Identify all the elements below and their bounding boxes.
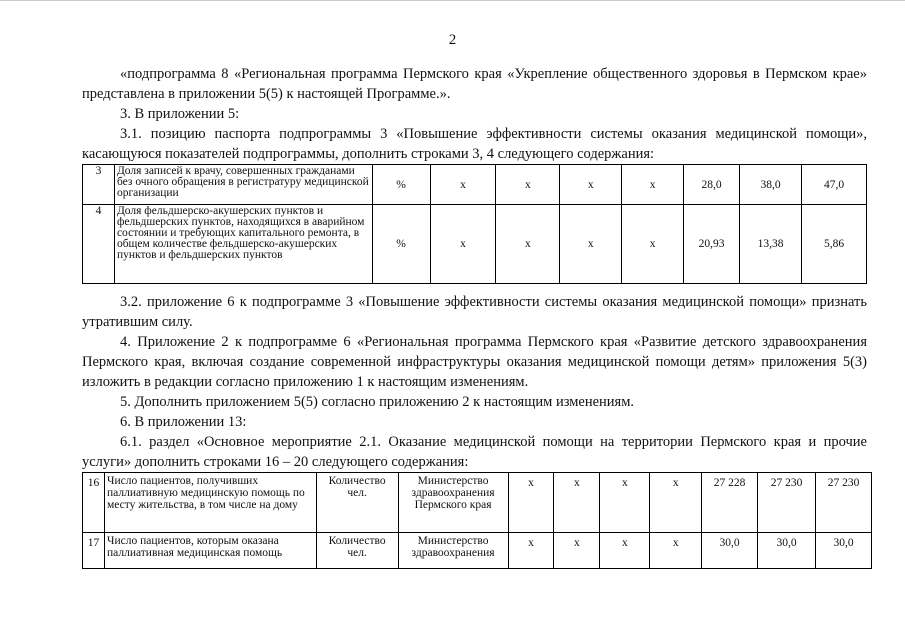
paragraph-4: 4. Приложение 2 к подпрограмме 6 «Региональная программа Пермского края «Развитие детского здравоохранения Пермского края, включая создание современной инфраструктуры оказания медицинской помощи детям» приложения 5(3) изложить в редакции согласно приложению 1 к настоящим изменениям. (82, 334, 867, 390)
indicator-name: Число пациентов, получивших паллиативную медицинскую помощь по месту жительства, в том числе на дому (104, 473, 316, 533)
row-number: 4 (83, 205, 115, 284)
indicators-table-1 (82, 164, 867, 284)
table-row (83, 533, 872, 569)
table-row (83, 473, 872, 533)
x-cell: x (600, 533, 650, 569)
x-cell: x (430, 205, 496, 284)
value-cell: 47,0 (802, 165, 867, 205)
x-cell: x (508, 473, 554, 533)
value-cell: 38,0 (740, 165, 802, 205)
value-cell: 27 230 (816, 473, 872, 533)
value-cell: 30,0 (758, 533, 816, 569)
paragraph-subprogram-8: «подпрограмма 8 «Региональная программа Пермского края «Укрепление общественного здоровья в Пермском крае» представлена в приложении 5(5) к настоящей Программе.». (82, 66, 867, 102)
paragraph-3-1: 3.1. позицию паспорта подпрограммы 3 «Повышение эффективности системы оказания медицинской помощи», касающуюся показателей подпрограммы, дополнить строками 3, 4 следующего содержания: (82, 126, 867, 162)
unit-cell: Количество чел. (316, 473, 398, 533)
x-cell: x (554, 533, 600, 569)
table-row (83, 165, 867, 205)
x-cell: x (430, 165, 496, 205)
value-cell: 5,86 (802, 205, 867, 284)
row-number: 16 (83, 473, 105, 533)
paragraph-5: 5. Дополнить приложением 5(5) согласно приложению 2 к настоящим изменениям. (120, 394, 635, 410)
indicator-name: Доля фельдшерско-акушерских пунктов и фельдшерских пунктов, находящихся в аварийном состоянии и требующих капитального ремонта, в общем количестве фельдшерско-акушерских пунктов и фельдшерских пунктов (114, 205, 372, 284)
row-number: 17 (83, 533, 105, 569)
indicator-name: Число пациентов, которым оказана паллиативная медицинская помощь (104, 533, 316, 569)
organization-cell: Министерство здравоохранения (398, 533, 508, 569)
indicators-table-2 (82, 472, 872, 569)
value-cell: 20,93 (684, 205, 740, 284)
x-cell: x (496, 165, 560, 205)
paragraph-3-2: 3.2. приложение 6 к подпрограмме 3 «Повышение эффективности системы оказания медицинской помощи» признать утратившим силу. (82, 294, 867, 330)
paragraph-6-1: 6.1. раздел «Основное мероприятие 2.1. Оказание медицинской помощи на территории Пермского края и прочие услуги» дополнить строками 16 – 20 следующего содержания: (82, 434, 867, 470)
x-cell: x (560, 205, 622, 284)
unit-cell: % (372, 165, 430, 205)
x-cell: x (622, 205, 684, 284)
value-cell: 27 230 (758, 473, 816, 533)
value-cell: 13,38 (740, 205, 802, 284)
value-cell: 27 228 (702, 473, 758, 533)
value-cell: 28,0 (684, 165, 740, 205)
value-cell: 30,0 (702, 533, 758, 569)
x-cell: x (600, 473, 650, 533)
x-cell: x (496, 205, 560, 284)
table-row (83, 205, 867, 284)
x-cell: x (622, 165, 684, 205)
x-cell: x (508, 533, 554, 569)
paragraph-6: 6. В приложении 13: (120, 414, 247, 430)
paragraph-appendix-5: 3. В приложении 5: (120, 106, 240, 122)
x-cell: x (560, 165, 622, 205)
indicator-name: Доля записей к врачу, совершенных гражданами без очного обращения в регистратуру медицинской организации (114, 165, 372, 205)
page-number: 2 (448, 32, 457, 48)
x-cell: x (554, 473, 600, 533)
scan-top-edge (0, 0, 905, 4)
row-number: 3 (83, 165, 115, 205)
unit-cell: % (372, 205, 430, 284)
x-cell: x (650, 473, 702, 533)
unit-cell: Количество чел. (316, 533, 398, 569)
x-cell: x (650, 533, 702, 569)
organization-cell: Министерство здравоохранения Пермского края (398, 473, 508, 533)
value-cell: 30,0 (816, 533, 872, 569)
